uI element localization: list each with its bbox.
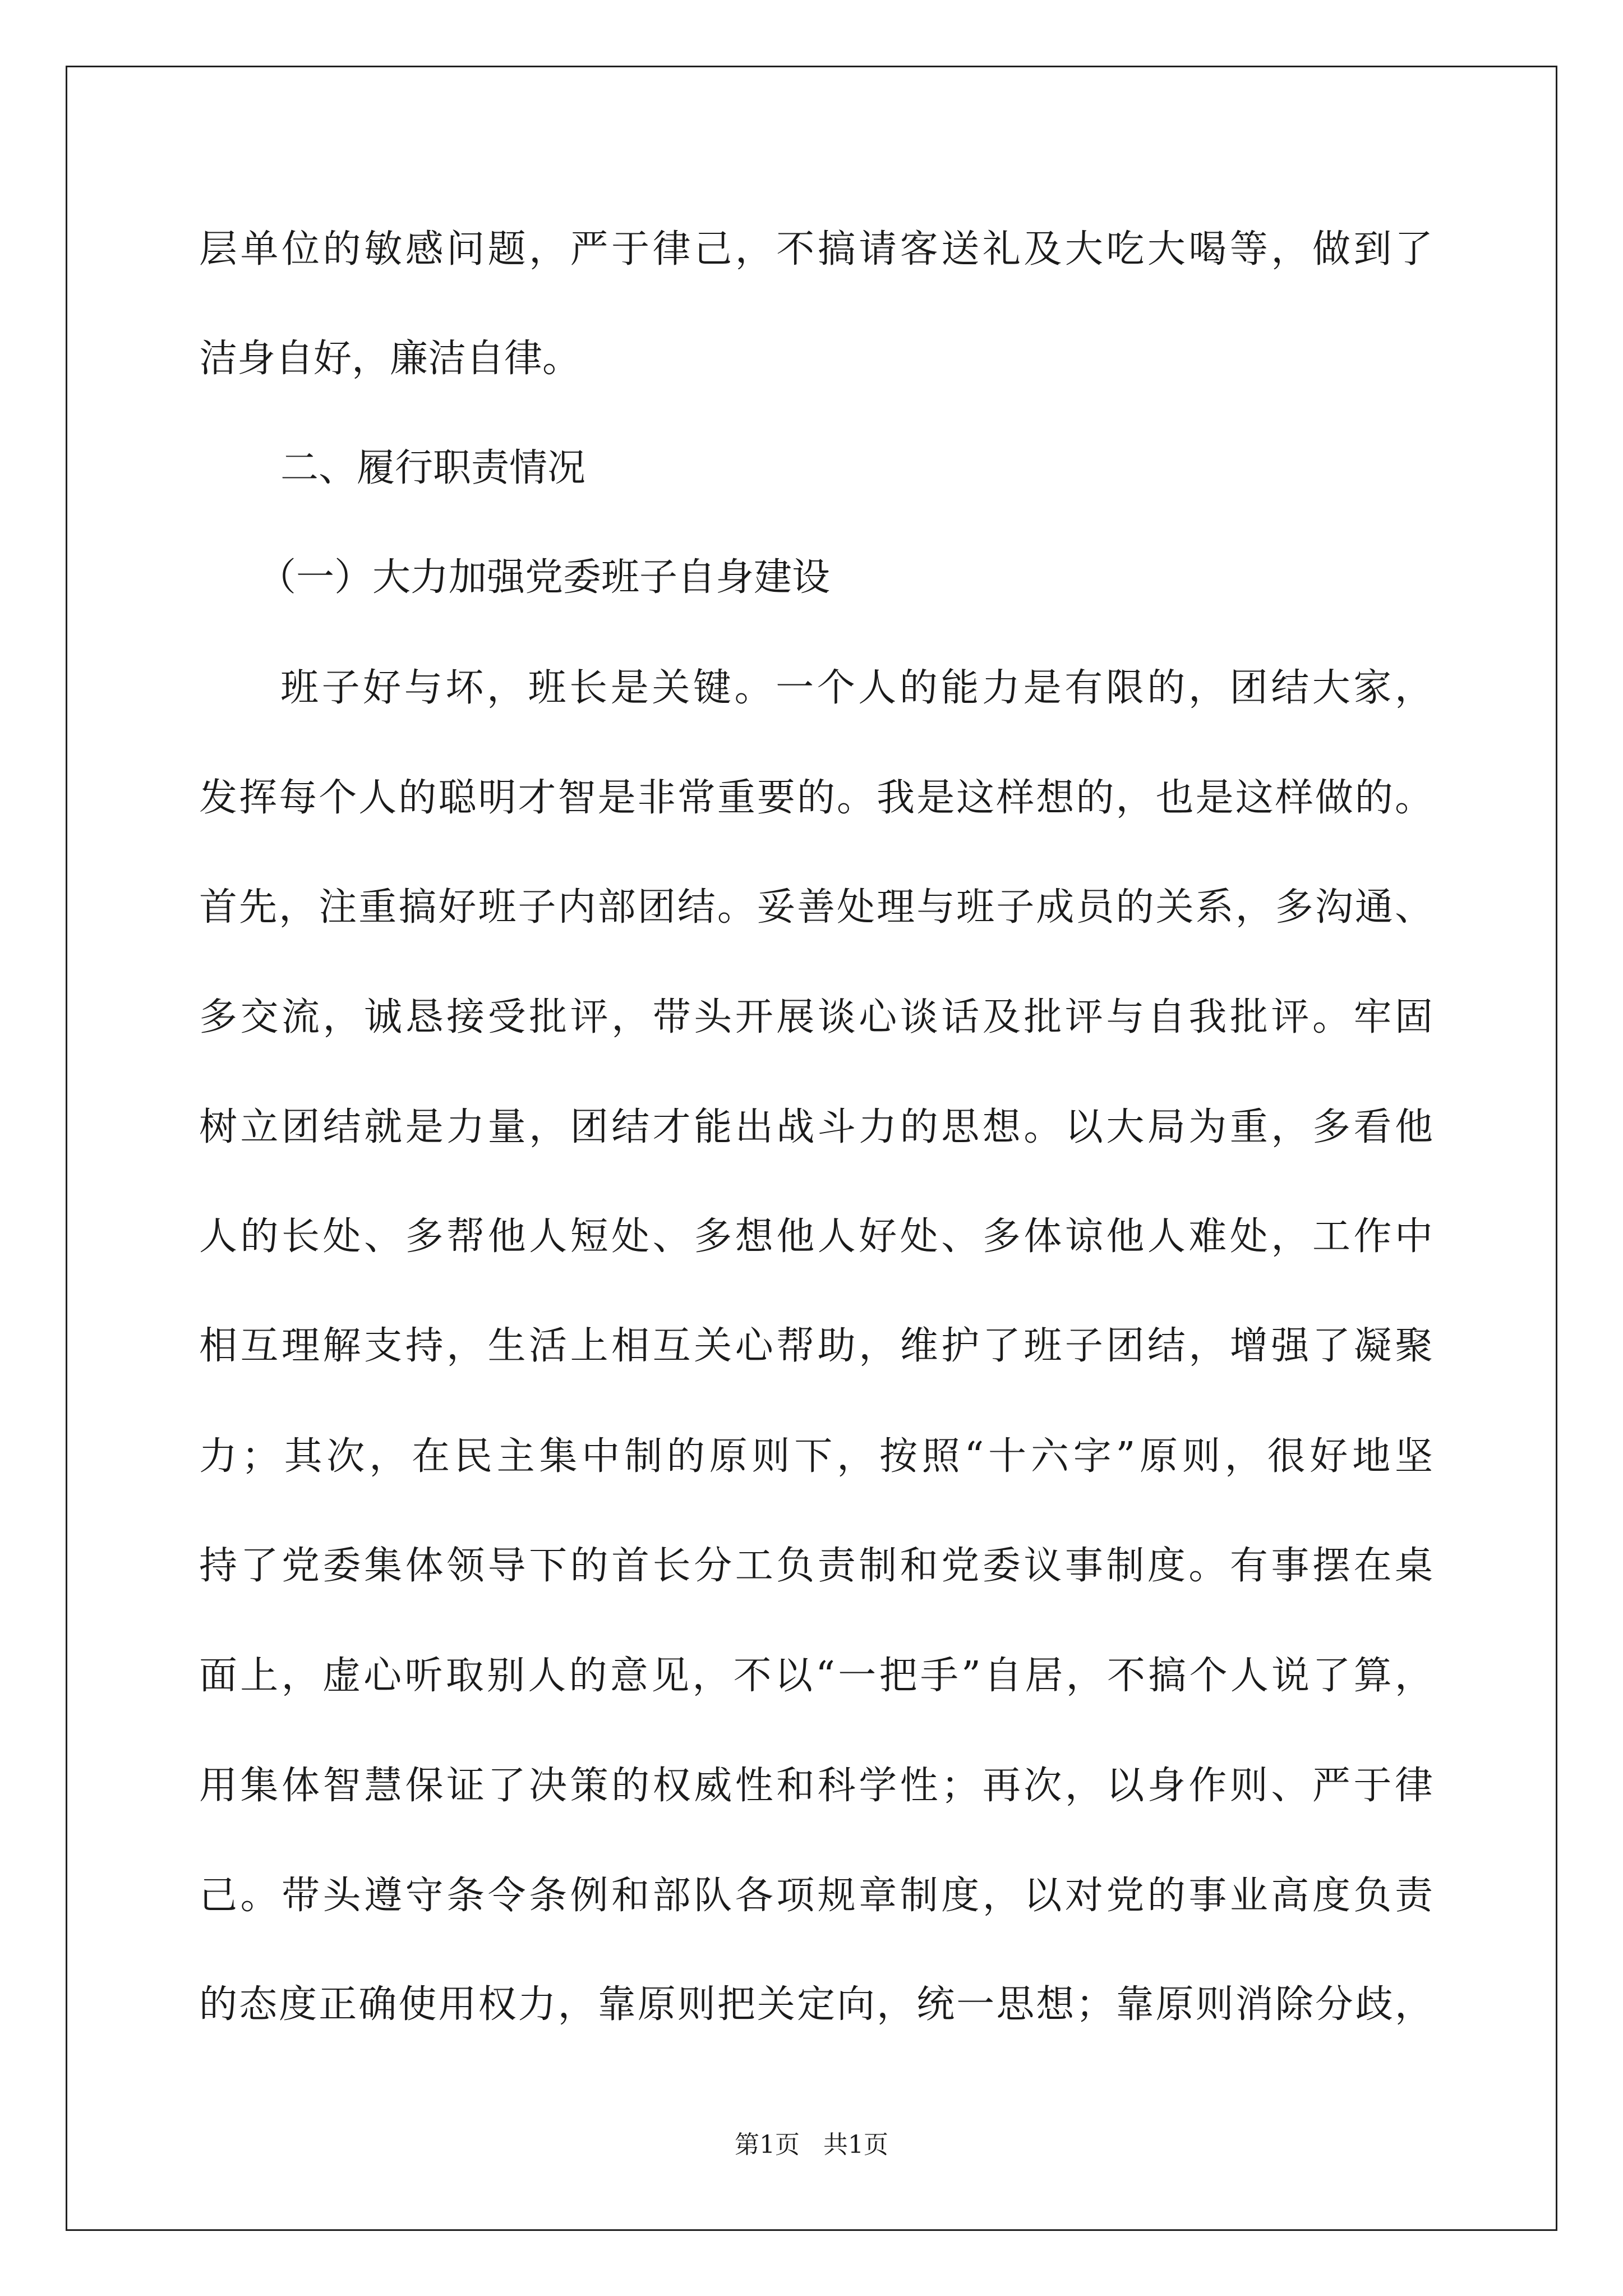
body-line-6: 发挥每个人的聪明才智是非常重要的。我是这样想的，也是这样做的。	[199, 776, 1433, 820]
body-line-17: 的态度正确使用权力，靠原则把关定向，统一思想；靠原则消除分歧，	[199, 1982, 1433, 2027]
subsection-heading: （一）大力加强党委班子自身建设	[258, 555, 831, 600]
body-line-7: 首先，注重搞好班子内部团结。妥善处理与班子成员的关系，多沟通、	[199, 885, 1433, 930]
body-line-11: 相互理解支持，生活上相互关心帮助，维护了班子团结，增强了凝聚	[199, 1324, 1433, 1368]
body-line-15: 用集体智慧保证了决策的权威性和科学性；再次，以身作则、严于律	[199, 1764, 1433, 1808]
body-line-1: 层单位的敏感问题，严于律己，不搞请客送礼及大吃大喝等，做到了	[199, 227, 1433, 272]
paragraph-first-line: 班子好与坏，班长是关键。一个人的能力是有限的，团结大家，	[280, 666, 1433, 710]
body-line-14: 面上，虚心听取别人的意见，不以“一把手”自居，不搞个人说了算，	[199, 1654, 1433, 1698]
body-line-9: 树立团结就是力量，团结才能出战斗力的思想。以大局为重，多看他	[199, 1105, 1433, 1149]
page-footer: 第1页 共1页	[735, 2131, 888, 2159]
body-line-12: 力；其次，在民主集中制的原则下，按照“十六字”原则，很好地坚	[199, 1434, 1433, 1479]
section-heading: 二、履行职责情况	[280, 446, 586, 490]
body-line-10: 人的长处、多帮他人短处、多想他人好处、多体谅他人难处，工作中	[199, 1214, 1433, 1259]
body-line-2: 洁身自好，廉洁自律。	[199, 337, 581, 381]
body-line-16: 己。带头遵守条令条例和部队各项规章制度，以对党的事业高度负责	[199, 1874, 1433, 1918]
body-line-13: 持了党委集体领导下的首长分工负责制和党委议事制度。有事摆在桌	[199, 1544, 1433, 1588]
body-line-8: 多交流，诚恳接受批评，带头开展谈心谈话及批评与自我批评。牢固	[199, 995, 1433, 1039]
